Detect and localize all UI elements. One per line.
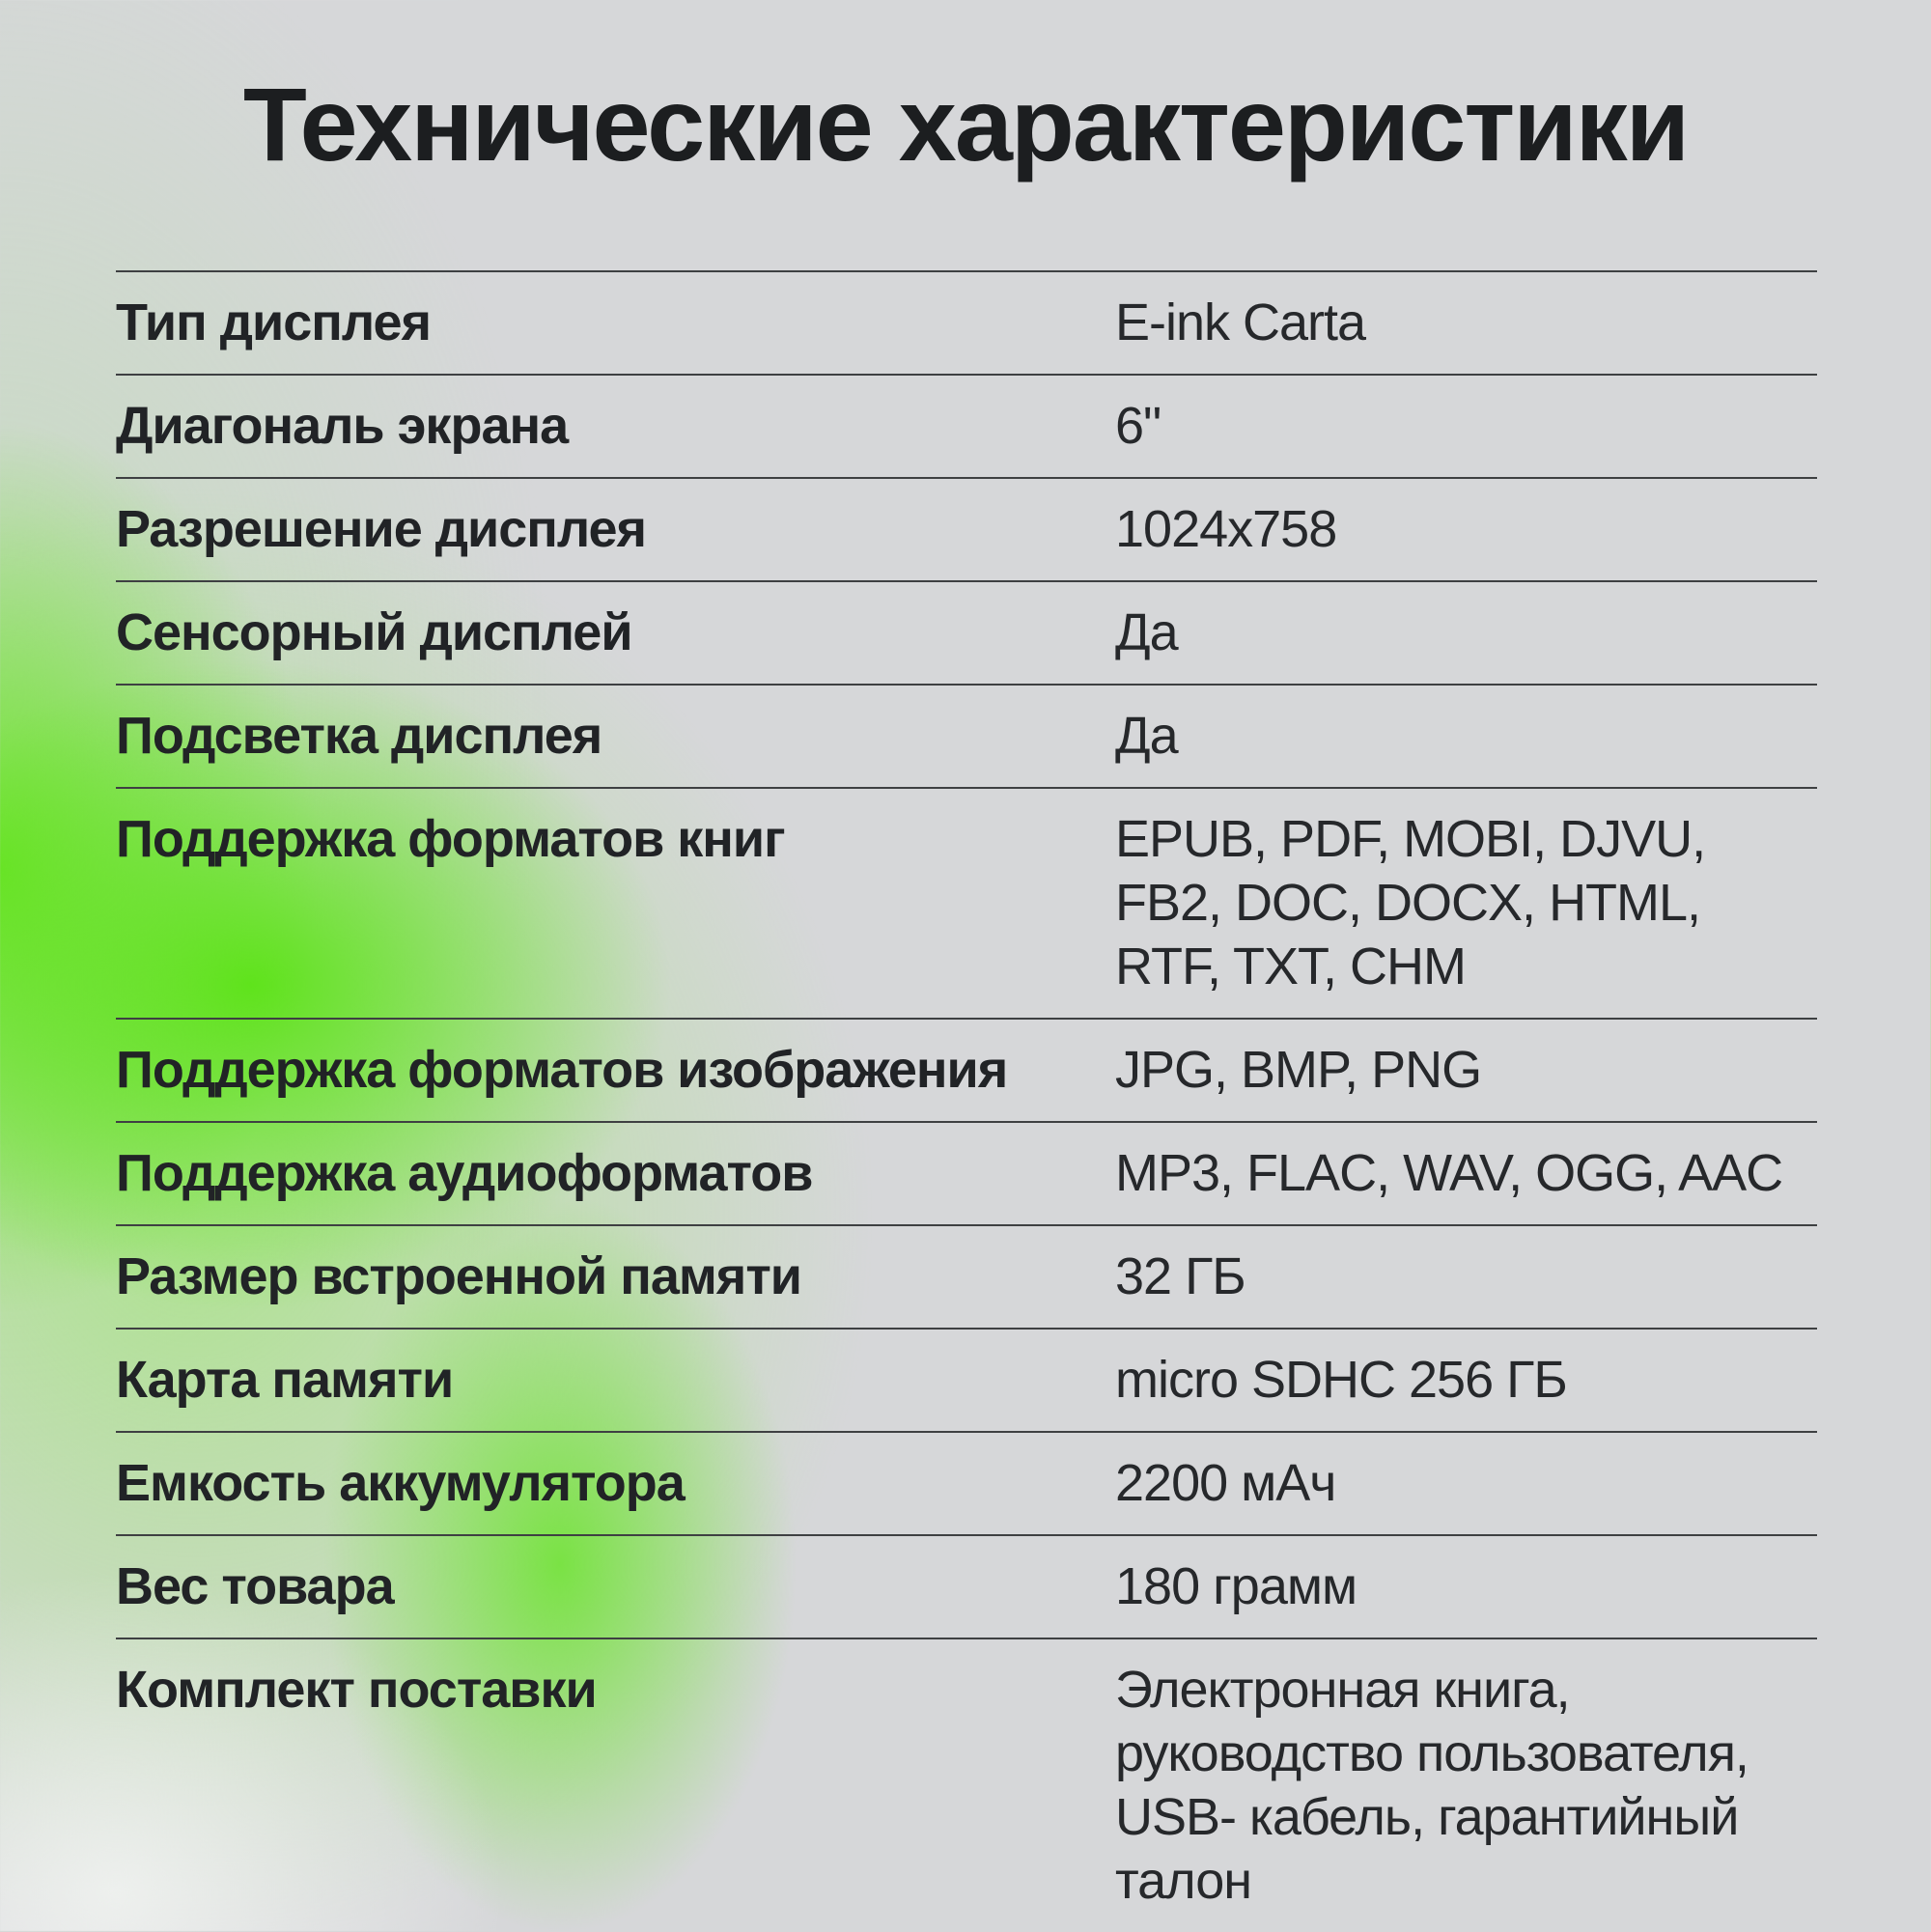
spec-label: Размер встроенной памяти <box>116 1247 801 1305</box>
spec-value: 2200 мАч <box>1115 1454 1336 1512</box>
spec-label: Карта памяти <box>116 1351 454 1409</box>
spec-row <box>116 1431 1817 1534</box>
spec-row <box>116 1534 1817 1638</box>
spec-row <box>116 580 1817 684</box>
spec-value: MP3, FLAC, WAV, OGG, AAC <box>1115 1144 1783 1202</box>
spec-label: Поддержка форматов изображения <box>116 1041 1008 1099</box>
spec-value: Да <box>1115 707 1178 765</box>
spec-table <box>116 270 1817 1932</box>
spec-row <box>116 1328 1817 1431</box>
page-title: Технические характеристики <box>242 66 1689 182</box>
spec-value: micro SDHC 256 ГБ <box>1115 1351 1567 1409</box>
spec-label: Тип дисплея <box>116 294 431 351</box>
spec-label: Поддержка аудиоформатов <box>116 1144 813 1202</box>
spec-row <box>116 787 1817 1018</box>
spec-value: 6" <box>1115 397 1161 455</box>
spec-label: Емкость аккумулятора <box>116 1454 685 1512</box>
spec-label: Комплект поставки <box>116 1661 597 1719</box>
spec-label: Поддержка форматов книг <box>116 810 785 868</box>
spec-row <box>116 684 1817 787</box>
spec-label: Вес товара <box>116 1557 394 1615</box>
spec-value: EPUB, PDF, MOBI, DJVU, FB2, DOC, DOCX, HTML, RTF, TXT, CHM <box>1115 810 1706 995</box>
spec-row <box>116 1121 1817 1224</box>
spec-label: Диагональ экрана <box>116 397 569 455</box>
spec-row <box>116 270 1817 374</box>
spec-row <box>116 374 1817 477</box>
spec-value: E-ink Carta <box>1115 294 1366 351</box>
spec-value: JPG, BMP, PNG <box>1115 1041 1482 1099</box>
spec-label: Разрешение дисплея <box>116 500 646 558</box>
spec-row <box>116 1018 1817 1121</box>
spec-row <box>116 477 1817 580</box>
spec-value: 180 грамм <box>1115 1557 1357 1615</box>
spec-value: Да <box>1115 603 1178 661</box>
spec-row <box>116 1224 1817 1328</box>
spec-label: Сенсорный дисплей <box>116 603 632 661</box>
spec-value: 32 ГБ <box>1115 1247 1245 1305</box>
spec-row <box>116 1638 1817 1932</box>
spec-value: Электронная книга, руководство пользователя, USB- кабель, гарантийный талон <box>1115 1661 1749 1910</box>
spec-label: Подсветка дисплея <box>116 707 602 765</box>
spec-value: 1024x758 <box>1115 500 1337 558</box>
